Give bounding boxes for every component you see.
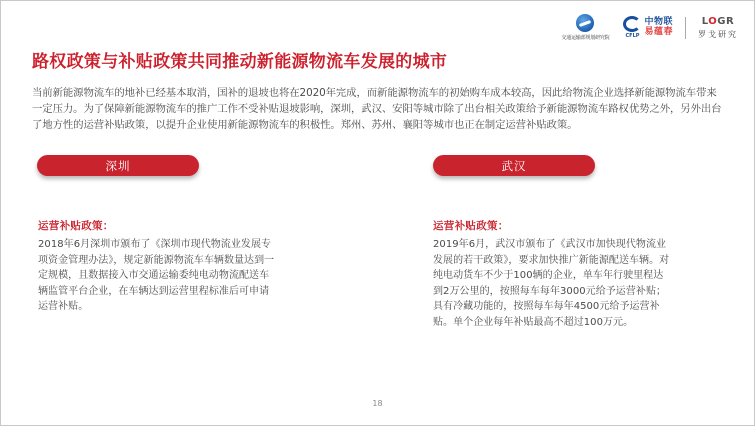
shenzhen-policy-heading: 运营补贴政策：	[38, 220, 114, 232]
logr-name: 罗戈研究	[698, 29, 738, 39]
cflp-logo	[623, 16, 673, 39]
wuhan-policy-section	[433, 218, 673, 330]
cflp-mark	[623, 16, 641, 39]
cflp-names	[644, 18, 673, 37]
mot-emblem-icon	[576, 14, 594, 32]
page-number: 18	[372, 399, 383, 408]
logo-bar	[561, 14, 738, 41]
cflp-swirl-icon	[623, 16, 641, 32]
cflp-name-2: 易蕴春	[644, 26, 673, 37]
logr-mark-post: GR	[717, 15, 735, 27]
city-pill-wuhan: 武汉	[433, 155, 595, 176]
cflp-sub-text: CFLP	[625, 33, 640, 39]
logo-divider	[685, 17, 686, 39]
mot-logo-text: 交通运输部规划研究院	[561, 35, 610, 41]
logr-logo	[698, 16, 738, 40]
shenzhen-policy-body: 2018年6月深圳市颁布了《深圳市现代物流业发展专项资金管理办法》，规定新能源物流车车辆数量达到一定规模，且数据接入市交通运输委纯电动物流配送车辆监管平台企业，在车辆达到运营里程标准后可申请运营补贴。	[38, 239, 275, 312]
wuhan-policy-heading: 运营补贴政策：	[433, 220, 509, 232]
logr-mark-pre: L	[701, 15, 709, 27]
cflp-name-1: 中物联	[644, 17, 673, 28]
mot-logo	[561, 14, 609, 41]
intro-paragraph: 当前新能源物流车的地补已经基本取消，国补的退坡也将在2020年完成，而新能源物流车的初始购车成本较高，因此给物流企业选择新能源物流车带来一定压力。为了保障新能源物流车的推广工作不受补贴退坡影响，深圳，武汉、安阳等城市除了出台相关政策给予新能源物流车路权优势之外，另外出台了地方性的运营补贴政策，以提升企业使用新能源物流车的积极性。郑州、苏州、襄阳等城市也正在制定运营补贴政策。	[32, 87, 722, 131]
wuhan-policy-body: 2019年6月，武汉市颁布了《武汉市加快现代物流业发展的若干政策》，要求加快推广新能源配送车辆。对纯电动货车不少于100辆的企业，单车年行驶里程达到2万公里的，按照每车每年3000元给予运营补贴；具有冷藏功能的，按照每车每年4500元给予运营补贴。单个企业每年补贴最高不超过100万元。	[433, 239, 670, 328]
shenzhen-policy-section	[38, 218, 278, 315]
city-pill-shenzhen: 深圳	[37, 155, 199, 176]
logr-mark-o: O	[708, 15, 718, 27]
page-title: 路权政策与补贴政策共同推动新能源物流车发展的城市	[32, 52, 448, 72]
logr-mark	[702, 16, 734, 27]
